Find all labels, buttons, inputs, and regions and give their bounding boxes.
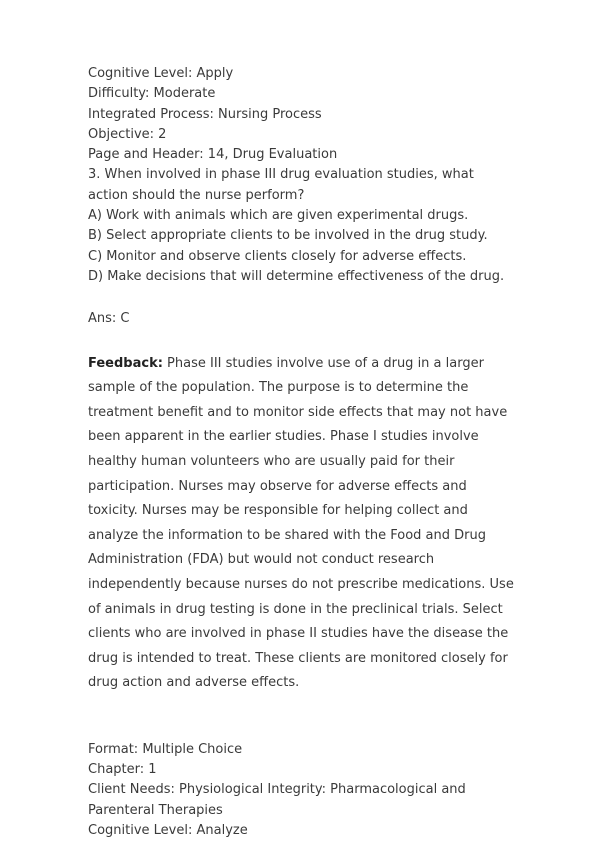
metadata-line-client-needs: Client Needs: Physiological Integrity: Pharmacological and Parenteral Therapies bbox=[88, 782, 466, 818]
answer-line: Ans: C bbox=[88, 311, 130, 327]
question-choice-d: D) Make decisions that will determine effectiveness of the drug. bbox=[88, 268, 505, 284]
question-block bbox=[88, 165, 516, 287]
metadata-line-objective: Objective: 2 bbox=[88, 126, 167, 142]
feedback-paragraph bbox=[88, 352, 516, 696]
metadata-line-integrated-process: Integrated Process: Nursing Process bbox=[88, 106, 322, 122]
metadata-line-chapter: Chapter: 1 bbox=[88, 762, 157, 778]
metadata-top-block bbox=[88, 64, 516, 165]
metadata-line-page-and-header: Page and Header: 14, Drug Evaluation bbox=[88, 147, 338, 163]
metadata-line-difficulty: Difficulty: Moderate bbox=[88, 86, 216, 102]
question-choice-b: B) Select appropriate clients to be involved in the drug study. bbox=[88, 228, 488, 244]
spacer-before-feedback bbox=[88, 330, 516, 352]
metadata-bottom-block bbox=[88, 740, 516, 841]
metadata-line-cognitive-level: Cognitive Level: Apply bbox=[88, 66, 234, 81]
document-content bbox=[88, 64, 516, 841]
question-stem: 3. When involved in phase III drug evaluation studies, what action should the nurse perform? bbox=[88, 167, 474, 203]
spacer-before-footer-metadata bbox=[88, 696, 516, 740]
feedback-label: Feedback: bbox=[88, 355, 163, 371]
spacer-before-answer bbox=[88, 287, 516, 309]
metadata-line-cognitive-level-bottom: Cognitive Level: Analyze bbox=[88, 823, 248, 839]
metadata-line-format: Format: Multiple Choice bbox=[88, 741, 243, 757]
feedback-text: Phase III studies involve use of a drug in a larger sample of the population. The purpose is to determine the treatment benefit and to monitor side effects that may not have been apparent in the earlier studies. Phase I studies involve healthy human volunteers who are usually paid for their participation. Nurses may observe for adverse effects and toxicity. Nurses may be responsible for helping collect and analyze the information to be shared with the Food and Drug Administration (FDA) but would not conduct research independently because nurses do not prescribe medications. Use of animals in drug testing is done in the preclinical trials. Select clients who are involved in phase II studies have the disease the drug is intended to treat. These clients are monitored closely for drug action and adverse effects. bbox=[88, 355, 514, 691]
question-choice-c: C) Monitor and observe clients closely for adverse effects. bbox=[88, 248, 467, 264]
question-choice-a: A) Work with animals which are given experimental drugs. bbox=[88, 208, 469, 224]
